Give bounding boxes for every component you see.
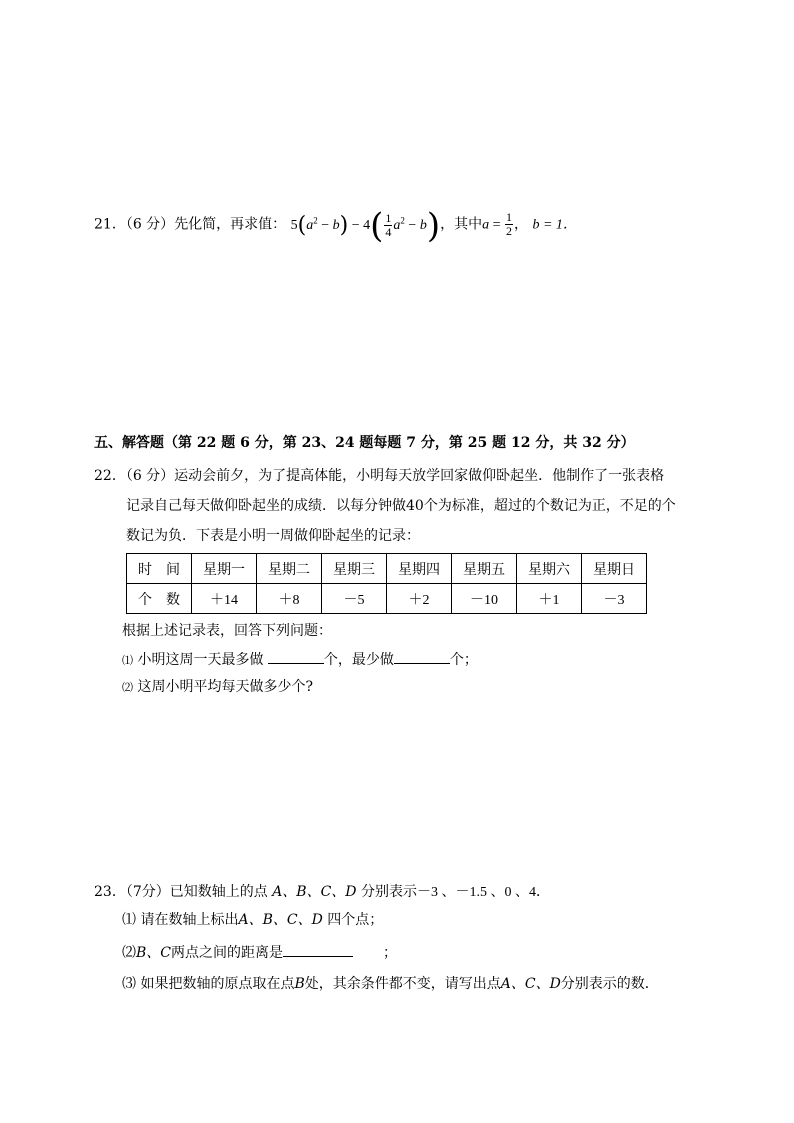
question-21: 21．（6 分）先化简，再求值： $5(a^2 - b) - 4$( $\frac{1}{4}$ $a^2 - b$)，其中a = $\frac{1}{2}$ ， b = 1． (94, 205, 577, 246)
fraction-one-quarter: $\frac{1}{4}$ (385, 210, 392, 239)
section-title: 五、解答题（第 22 题 6 分，第 23、24 题每题 7 分，第 25 题 12 分，共 32 分） (94, 435, 635, 451)
question-22-part-1: ⑴ 小明这周一天最多做 个，最少做 个； (122, 649, 478, 671)
where-text: ，其中 (440, 216, 483, 233)
table-header-cell: 星期二 (257, 554, 322, 584)
table-header-row (127, 554, 647, 584)
question-23-line-1: 23．（7分）已知数轴上的点 A、B、C、D 分别表示－3 、－1.5 、0 、4． (94, 884, 550, 900)
question-22-line-1: 22．（6 分）运动会前夕，为了提高体能，小明每天放学回家做仰卧起坐．他制作了一张表格 (94, 468, 665, 484)
point-labels: A、B、C、D (272, 884, 357, 900)
a-value: a (482, 217, 490, 233)
answer-blank-distance[interactable] (283, 942, 353, 957)
question-22-part-2: ⑵ 这周小明平均每天做多少个? (122, 679, 313, 695)
question-22-line-3: 数记为负．下表是小明一周做仰卧起坐的记录： (126, 528, 420, 544)
table-cell: ＋14 (192, 584, 257, 614)
table-header-cell: 时 间 (127, 554, 192, 584)
question-23-part-3: ⑶ 如果把数轴的原点取在点B处，其余条件都不变，请写出点A、C、D分别表示的数． (122, 976, 659, 992)
table-cell: －5 (322, 584, 387, 614)
table-cell: ＋8 (257, 584, 322, 614)
table-cell: －10 (452, 584, 517, 614)
question-22-prompt: 根据上述记录表，回答下列问题： (122, 623, 332, 639)
b-value: b = 1． (532, 217, 577, 233)
question-number: 21． (94, 216, 126, 233)
table-header-cell: 星期四 (387, 554, 452, 584)
fraction-one-half: $\frac{1}{2}$ (505, 210, 512, 239)
record-table (126, 553, 647, 614)
answer-blank-max[interactable] (268, 649, 324, 664)
question-22-line-2: 记录自己每天做仰卧起坐的成绩．以每分钟做40个为标准，超过的个数记为正，不足的个 (126, 498, 676, 514)
table-header-cell: 星期六 (517, 554, 582, 584)
table-row-label: 个 数 (127, 584, 192, 614)
table-cell: ＋1 (517, 584, 582, 614)
table-cell: ＋2 (387, 584, 452, 614)
table-header-cell: 星期五 (452, 554, 517, 584)
answer-blank-min[interactable] (394, 649, 450, 664)
table-header-cell: 星期三 (322, 554, 387, 584)
question-23-part-2: ⑵B、C两点之间的距离是 ； (122, 942, 397, 963)
expression: $5(a^2 - b) - 4$( $\frac{1}{4}$ $a^2 - b$) (290, 205, 441, 246)
question-text: 先化简，再求值： (174, 216, 287, 233)
question-score: （6 分） (125, 216, 175, 233)
question-23-part-1: ⑴ 请在数轴上标出A、B、C、D 四个点； (122, 912, 384, 928)
table-header-cell: 星期日 (582, 554, 647, 584)
table-cell: －3 (582, 584, 647, 614)
table-row (127, 584, 647, 614)
table-header-cell: 星期一 (192, 554, 257, 584)
